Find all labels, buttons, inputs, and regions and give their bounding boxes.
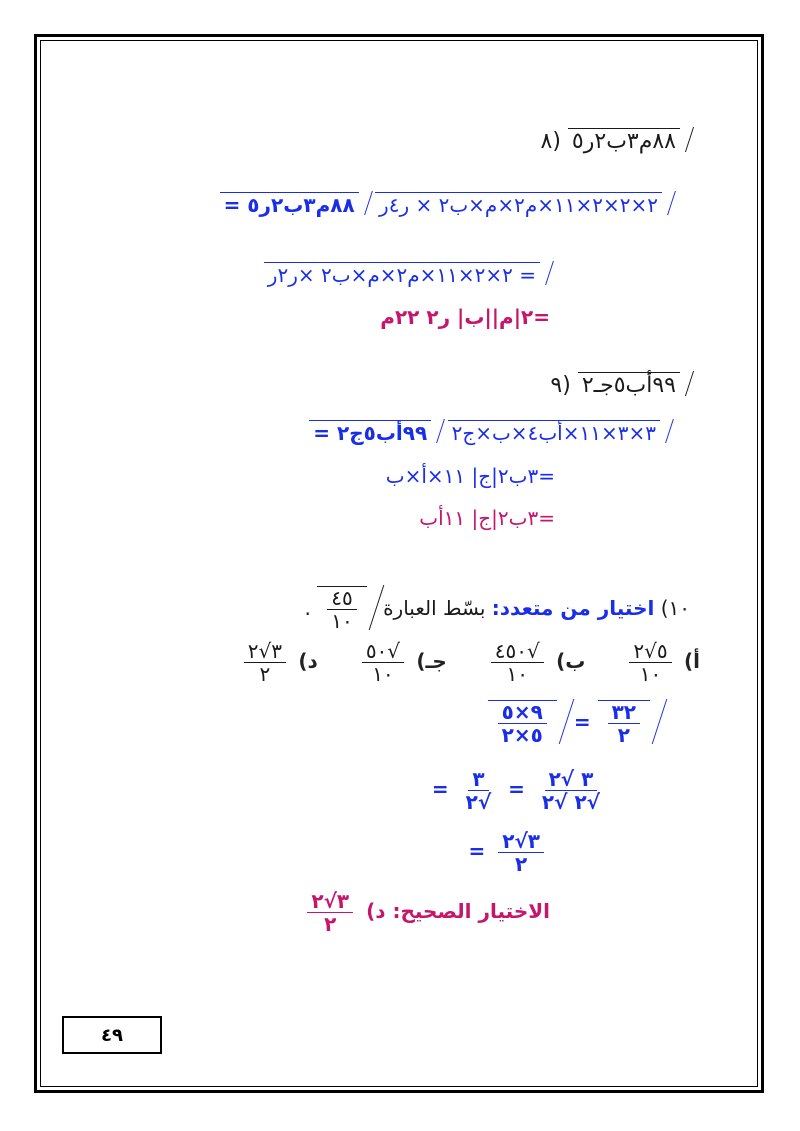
step-1-right-den: ٢: [617, 723, 630, 747]
choice-d-letter: د): [298, 649, 318, 673]
step-1-left-num: ٩×٥: [498, 701, 547, 724]
step-2-b-den: √٢ √٢: [541, 790, 600, 814]
step-3-den: ٢: [515, 852, 528, 876]
problem-10-step-2: = $\frac{٣}{√٢}$ = $\frac{٣ √٢}{√٢ √٢}$: [432, 768, 610, 813]
step-2-a-den: √٢: [465, 790, 492, 814]
problem-8-label: ٨): [540, 129, 561, 154]
problem-10-expr-num: ٤٥: [327, 587, 356, 610]
choice-b-den: ١٠: [506, 662, 529, 686]
choice-d[interactable]: [238, 640, 318, 685]
problem-10-expr-den: ١٠: [331, 609, 353, 633]
problem-9-label: ٩): [550, 373, 571, 398]
problem-8-step-3: [380, 305, 550, 329]
problem-10-instruction: بسّط العبارة: [383, 596, 486, 620]
problem-8-step-1: [220, 192, 672, 217]
choice-a-num: ٥√٢: [629, 640, 671, 663]
problem-10-step-1: $\frac{٩\times ٥}{٥\times ٢}$ = $\frac{٣٢}{٢}$: [488, 700, 660, 746]
problem-10-expression: [317, 586, 366, 632]
step-2-b-num: ٣ √٢: [545, 768, 598, 791]
step-1-right-num: ٣٢: [608, 701, 640, 724]
problem-10-header: ١٠) اختيار من متعدد: بسّط العبارة $\frac{٤٥}{١٠}$ .: [304, 586, 690, 633]
problem-10-title: اختيار من متعدد:: [491, 596, 655, 620]
problem-9-step-3-text: =٣ب٢|ج| ١١أب: [419, 506, 555, 530]
problem-9-step-1-left: ٩٩أب٥ج٢ =: [309, 420, 431, 445]
choice-d-den: ٢: [259, 662, 271, 686]
problem-8-step-2-text: = ٢×٢×١١×م٢×م×ب٢ ×ر٢ر: [264, 262, 540, 287]
choice-c-den: ١٠: [372, 662, 394, 686]
answer-label: الاختيار الصحيح: د): [366, 899, 550, 923]
step-3-num: ٣√٢: [498, 830, 544, 853]
problem-9-expression: ٩٩أب٥جـ٢: [578, 372, 680, 398]
problem-9-step-2: [386, 464, 555, 488]
choice-a-den: ١٠: [639, 662, 662, 686]
choice-c[interactable]: [356, 640, 447, 685]
problem-8-step-1-right: ٢×٢×٢×١١×م٢×م×ب٢ × ر٤ر: [375, 192, 662, 217]
problem-10-label: ١٠): [660, 596, 690, 620]
problem-8-step-2: [264, 262, 550, 287]
problem-8-step-3-text: =٢|م||ب| ر٢ ٢٢م: [380, 305, 550, 329]
problem-8-expression: ٨٨م٣ب٢ر٥: [568, 128, 680, 154]
choice-c-num: √٥٠: [362, 640, 404, 663]
problem-8-step-1-left: ٨٨م٣ب٢ر٥ =: [220, 192, 359, 217]
choice-b[interactable]: [485, 640, 586, 685]
choice-a-letter: أ): [684, 649, 700, 673]
problem-10-choices: [238, 640, 700, 685]
choice-b-letter: ب): [556, 649, 586, 673]
page-number: ٤٩: [62, 1016, 162, 1054]
choice-a[interactable]: [623, 640, 700, 685]
problem-9-header: [550, 372, 690, 398]
problem-9-step-2-text: =٣ب٢|ج| ١١×أ×ب: [385, 464, 555, 488]
answer-den: ٢: [324, 912, 337, 936]
step-2-a-num: ٣: [468, 768, 488, 791]
problem-10-step-3: = $\frac{٣√٢}{٢}$: [468, 830, 550, 875]
problem-10-answer: [301, 890, 550, 935]
problem-9-step-1-right: ٣×٣×١١×أب٤×ب×ج٢: [448, 420, 660, 445]
choice-d-num: ٣√٢: [244, 640, 286, 663]
answer-num: ٣√٢: [307, 890, 353, 913]
choice-c-letter: جـ): [416, 649, 447, 673]
problem-9-step-3: [419, 506, 555, 530]
problem-9-step-1: [309, 420, 670, 445]
step-1-left-den: ٥×٢: [501, 723, 543, 747]
choice-b-num: √٤٥٠: [491, 640, 544, 663]
problem-8-header: [540, 128, 690, 154]
